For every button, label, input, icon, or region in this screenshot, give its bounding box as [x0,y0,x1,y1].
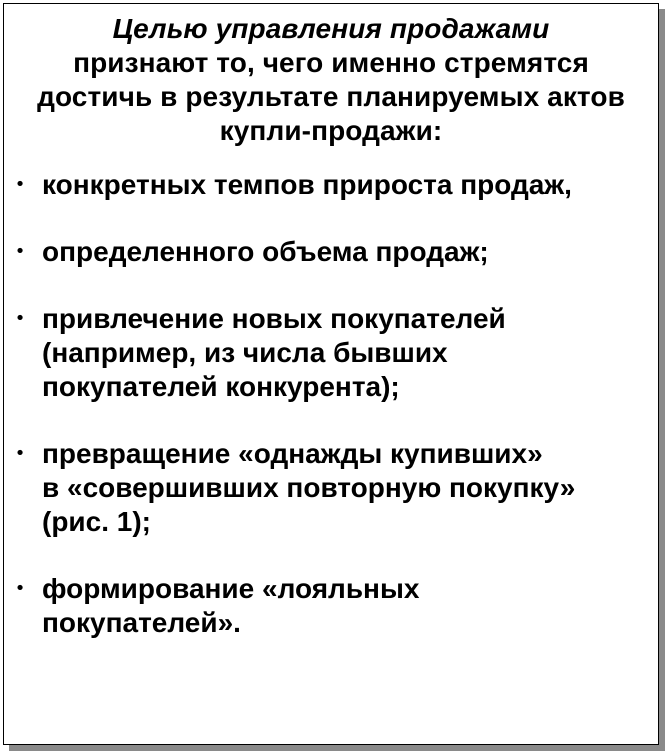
list-item-line: привлечение новых покупателей [42,303,506,334]
list-item-line: в «совершивших повторную покупку» [42,472,576,503]
list-item [4,168,658,202]
intro-line: достичь в результате планируемых актов [37,81,625,112]
bullet-icon: • [14,241,26,262]
list-item-line: превращение «однажды купивших» [42,438,543,469]
list-item-line: формирование «лояльных [42,573,420,604]
list-item-text [42,437,575,539]
text-box [3,3,659,745]
list-item [4,437,658,539]
list-item [4,302,658,404]
bullet-icon: • [14,308,26,329]
list-item-line: (рис. 1); [42,506,151,537]
list-item-text [42,235,489,269]
list-item-text [42,168,572,202]
list-item-text [42,572,419,640]
list-item-line: определенного объема продаж; [42,236,489,267]
list-item [4,572,658,640]
bullet-icon: • [14,578,26,599]
goals-list [4,168,658,640]
list-item-line: (например, из числа бывших [42,337,448,368]
list-item-line: конкретных темпов прироста продаж, [42,169,572,200]
list-item-text [42,302,506,404]
bullet-icon: • [14,174,26,195]
intro-line: признают то, чего именно стремятся [73,47,589,78]
bullet-icon: • [14,443,26,464]
intro-paragraph [16,12,646,148]
list-item-line: покупателей». [42,607,241,638]
intro-line: купли-продажи: [219,115,443,146]
list-item-line: покупателей конкурента); [42,371,400,402]
intro-lead: Целью управления продажами [112,13,550,44]
list-item [4,235,658,269]
